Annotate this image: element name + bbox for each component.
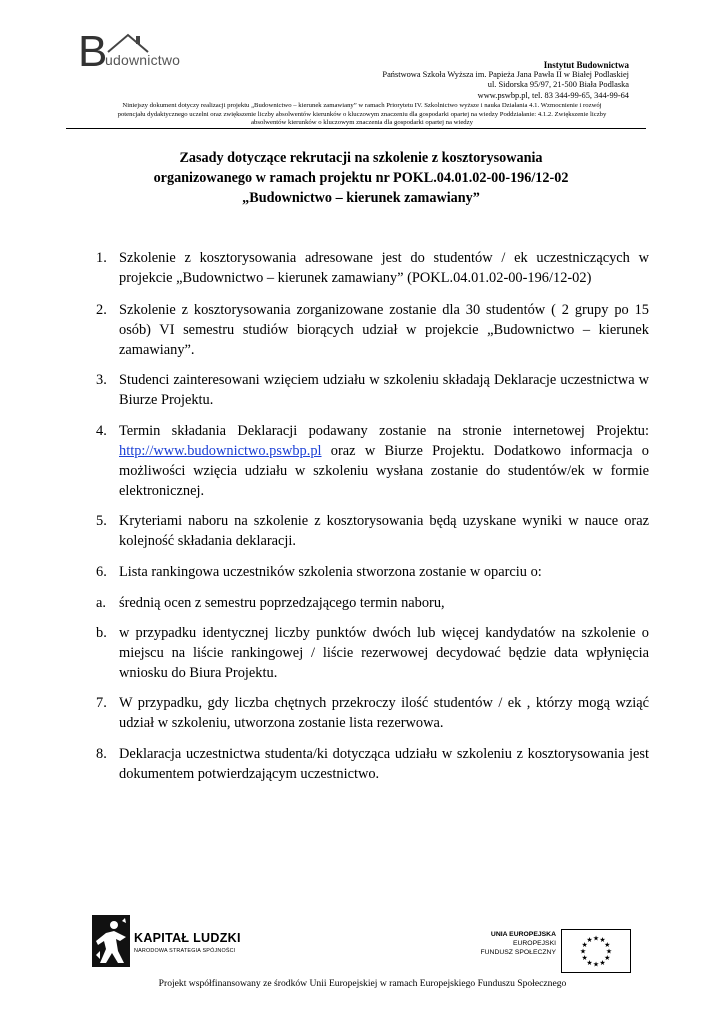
- project-note-line: absolwentów kierunków o kluczowym znaczenia dla gospodarki opartej na wiedzy: [251, 119, 473, 126]
- institute-line: Państwowa Szkoła Wyższa im. Papieża Jana Pawła II w Białej Podlaskiej: [382, 70, 629, 80]
- list-item: [96, 744, 649, 784]
- eu-star-icon: ★: [605, 947, 613, 956]
- title-line: Zasady dotyczące rekrutacji na szkolenie z kosztorysowania: [179, 150, 543, 166]
- item-number: 7.: [96, 695, 107, 711]
- document-title: [100, 148, 622, 208]
- kapital-ludzki-subtitle: NARODOWA STRATEGIA SPÓJNOŚCI: [134, 948, 236, 954]
- item-text: [119, 421, 649, 501]
- item-text: Szkolenie z kosztorysowania zorganizowane zostanie dla 30 studentów ( 2 grupy po 15 osób) VI semestru studiów biorących udział w projekcie „Budownictwo – kierunek zamawiany”.: [119, 302, 649, 358]
- item-text-part: oraz w Biurze Projektu. Dodatkowo informacja o możliwości wzięcia udziału w szkoleniu wysłana zostanie do studentów/ek w formie elektronicznej.: [119, 443, 649, 499]
- list-item: [96, 300, 649, 360]
- item-text: Kryteriami naboru na szkolenie z kosztorysowania będą uzyskane wyniki w nauce oraz kolejność składania deklaracji.: [119, 513, 649, 549]
- institute-info: [382, 60, 629, 101]
- title-line: „Budownictwo – kierunek zamawiany”: [242, 190, 480, 206]
- item-number: 5.: [96, 513, 107, 529]
- kapital-ludzki-emblem-icon: [92, 915, 130, 967]
- eu-fund-label: [470, 930, 556, 957]
- eu-star-icon: ★: [592, 934, 600, 943]
- eu-star-icon: ★: [586, 936, 593, 945]
- item-text: W przypadku, gdy liczba chętnych przekroczy ilość studentów / ek , którzy mogą wziąć udział w szkoleniu, utworzona zostanie lista rezerwowa.: [119, 695, 649, 731]
- kapital-ludzki-title: KAPITAŁ LUDZKI: [134, 931, 241, 945]
- item-number: 2.: [96, 302, 107, 318]
- institute-name: Instytut Budownictwa: [543, 60, 629, 70]
- item-number: 8.: [96, 746, 107, 762]
- eu-star-icon: ★: [586, 958, 593, 967]
- item-number: 1.: [96, 250, 107, 266]
- institute-line: www.pswbp.pl, tel. 83 344-99-65, 344-99-64: [477, 90, 629, 100]
- eu-star-icon: ★: [581, 941, 588, 949]
- project-website-link[interactable]: http://www.budownictwo.pswbp.pl: [119, 443, 322, 459]
- eu-line: FUNDUSZ SPOŁECZNY: [480, 949, 556, 956]
- logo-word: udownictwo: [105, 52, 181, 68]
- project-note-line: Niniejszy dokument dotyczy realizacji projektu „Budownictwo – kierunek zamawiany” w ramach Priorytetu IV. Szkolnictwo wyższe i nauka Działania 4.1. Wzmocnienie i rozwój: [122, 102, 602, 109]
- item-text: średnią ocen z semestru poprzedzającego termin naboru,: [119, 595, 445, 611]
- eu-star-icon: ★: [604, 941, 611, 949]
- list-item: [96, 248, 649, 288]
- project-note: [66, 102, 658, 128]
- list-item: [96, 693, 649, 733]
- item-number: a.: [96, 595, 106, 611]
- list-item: [96, 370, 649, 410]
- eu-flag-icon: [561, 929, 631, 973]
- list-item: [96, 562, 649, 582]
- eu-star-icon: ★: [599, 936, 606, 945]
- eu-star-icon: ★: [592, 960, 600, 969]
- item-text-part: Termin składania Deklaracji podawany zostanie na stronie internetowej Projektu:: [119, 423, 649, 439]
- item-text: Deklaracja uczestnictwa studenta/ki dotycząca udziału w szkoleniu z kosztorysowania jest dokumentem potwierdzającym uczestnictwo.: [119, 746, 649, 782]
- header-divider: [66, 128, 646, 129]
- budownictwo-logo: [78, 27, 188, 76]
- item-number: 3.: [96, 372, 107, 388]
- item-text: w przypadku identycznej liczby punktów dwóch lub więcej kandydatów na szkolenie o miejscu na liście rankingowej / liście rezerwowej decydować będzie data wpłynięcia wniosku do Biura Projektu.: [119, 625, 649, 681]
- eu-line: UNIA EUROPEJSKA: [490, 931, 556, 938]
- cofinance-note: Projekt współfinansowany ze środków Unii Europejskiej w ramach Europejskiego Funduszu Społecznego: [158, 978, 567, 989]
- list-item: [96, 511, 649, 551]
- eu-star-icon: ★: [604, 954, 611, 962]
- project-note-line: potencjału dydaktycznego uczelni oraz zwiększenie liczby absolwentów kierunków o kluczowym znaczeniu dla gospodarki opartej na wiedzy Poddziałanie: 4.1.2. Zwiększenie liczby: [117, 110, 607, 118]
- eu-star-icon: ★: [579, 947, 587, 956]
- kapital-ludzki-logo: [92, 915, 242, 967]
- item-number: b.: [96, 625, 107, 641]
- item-text: Lista rankingowa uczestników szkolenia stworzona zostanie w oparciu o:: [119, 564, 542, 580]
- eu-line: EUROPEJSKI: [512, 940, 556, 947]
- institute-line: ul. Sidorska 95/97, 21-500 Biała Podlaska: [487, 80, 629, 90]
- list-item: [96, 421, 649, 501]
- list-item: [96, 623, 649, 683]
- house-roof-icon: [106, 32, 150, 54]
- eu-star-icon: ★: [581, 954, 588, 962]
- eu-star-icon: ★: [599, 958, 606, 967]
- item-number: 4.: [96, 423, 107, 439]
- list-item: [96, 593, 649, 613]
- item-text: Szkolenie z kosztorysowania adresowane jest do studentów / ek uczestniczących w projekcie „Budownictwo – kierunek zamawiany” (POKL.04.01.02-00-196/12-02): [119, 250, 649, 286]
- item-text: Studenci zainteresowani wzięciem udziału w szkoleniu składają Deklaracje uczestnictwa w Biurze Projektu.: [119, 372, 649, 408]
- logo-letter: B: [78, 27, 108, 76]
- title-line: organizowanego w ramach projektu nr POKL.04.01.02-00-196/12-02: [153, 170, 569, 186]
- item-number: 6.: [96, 564, 107, 580]
